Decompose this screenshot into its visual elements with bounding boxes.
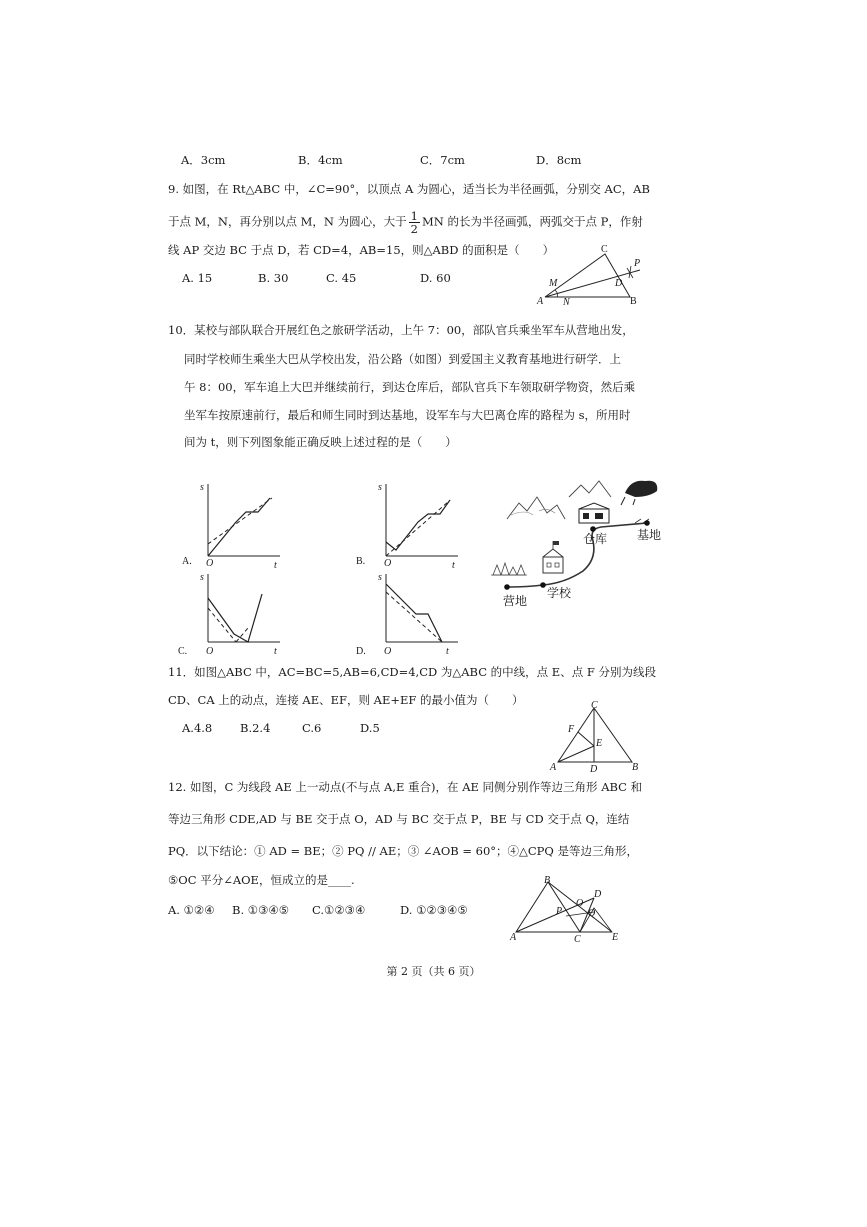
q9-line-2 [168,210,643,235]
q9-option-a: A. 15 [182,271,213,285]
q11-line-2: CD、CA 上的动点，连接 AE、EF，则 AE+EF 的最小值为（ ） [168,693,524,707]
graph-d-o: O [384,646,392,657]
q8-option-d: D．8cm [536,153,582,167]
q8-option-a: A．3cm [181,153,226,167]
q9-label-a: A [537,296,544,307]
page-footer: 第 2 页（共 6 页） [386,965,481,978]
graph-c-o: O [206,646,214,657]
q9-label-m: M [549,278,558,289]
q11-label-e: E [596,738,603,749]
q9-label-c: C [601,244,608,255]
q12-label-o: O [576,898,584,909]
q9-line-2a: 于点 M，N，再分别以点 M，N 为圆心，大于 [168,214,407,229]
q11-option-a: A.4.8 [182,721,213,735]
q12-label-p: P [556,906,563,917]
q12-label-d: D [594,889,602,900]
q11-label-d: D [590,764,598,775]
q11-label-b: B [632,762,639,773]
q12-option-b: B. ①③④⑤ [232,903,290,917]
graph-a-s: s [200,482,204,493]
q9-label-p: P [634,258,641,269]
graph-a-t: t [274,560,277,571]
q9-option-b: B. 30 [258,271,289,285]
q10-line-5: 间为 t，则下列图象能正确反映上述过程的是（ ） [184,435,457,449]
q10-graph-a [178,478,288,571]
q12-option-c: C.①②③④ [312,903,366,917]
q11-option-b: B.2.4 [240,721,271,735]
q12-label-c: C [574,934,581,945]
q9-frac-den: 2 [410,222,418,236]
q9-line-2b: MN 的长为半径画弧，两弧交于点 P，作射 [421,214,643,229]
q12-label-b: B [544,875,551,886]
q9-figure [535,244,650,306]
map-label-school: 学校 [547,586,572,600]
q12-line-4: ⑤OC 平分∠AOE，恒成立的是____. [168,873,355,887]
q12-line-3: PQ．以下结论：① AD = BE；② PQ // AE；③ ∠AOB = 60°；④△CPQ 是等边三角形， [168,844,638,858]
q10-line-3: 午 8：00，军车追上大巴并继续前行，到达仓库后，部队官兵下车领取研学物资，然后乘 [184,380,636,394]
q9-fraction [409,210,420,235]
q12-label-e: E [612,932,619,943]
q12-figure [508,874,628,944]
graph-c-s: s [200,572,204,583]
q10-graph-c [178,568,288,658]
q9-line-1: 9. 如图，在 Rt△ABC 中，∠C=90°，以顶点 A 为圆心，适当长为半径画弧，分别交 AC，AB [168,182,650,196]
graph-d-label: D. [356,646,366,657]
graph-d-t: t [446,646,449,657]
graph-d-s: s [378,572,382,583]
q12-line-2: 等边三角形 CDE,AD 与 BE 交于点 O，AD 与 BC 交于点 P，BE 与 CD 交于点 Q，连结 [168,812,630,826]
q10-line-1: 10．某校与部队联合开展红色之旅研学活动，上午 7：00，部队官兵乘坐军车从营地出发， [168,323,634,337]
q11-option-d: D.5 [360,721,380,735]
q10-line-2: 同时学校师生乘坐大巴从学校出发，沿公路（如图）到爱国主义教育基地进行研学．上 [184,352,621,366]
graph-c-t: t [274,646,277,657]
map-label-base: 基地 [637,528,662,542]
graph-b-label: B. [356,556,366,567]
q11-option-c: C.6 [302,721,322,735]
map-label-warehouse: 仓库 [583,532,608,546]
q12-option-a: A. ①②④ [168,903,215,917]
q8-option-b: B．4cm [298,153,343,167]
graph-b-t: t [452,560,455,571]
q12-label-q: Q [588,908,596,919]
q11-label-c: C [591,700,598,711]
q10-graph-b [356,478,466,571]
graph-c-label: C. [178,646,188,657]
q9-line-3: 线 AP 交边 BC 于点 D，若 CD=4，AB=15，则△ABD 的面积是（ ） [168,243,555,257]
graph-a-o: O [206,558,214,569]
q9-option-c: C. 45 [326,271,357,285]
q11-line-1: 11．如图△ABC 中，AC=BC=5,AB=6,CD=4,CD 为△ABC 的中线，点 E、点 F 分别为线段 [168,665,656,679]
q9-label-n: N [563,297,570,308]
q10-line-4: 坐军车按原速前行，最后和师生同时到达基地，设军车与大巴离仓库的路程为 s，所用时 [184,408,631,422]
q12-option-d: D. ①②③④⑤ [400,903,468,917]
q12-label-a: A [510,932,517,943]
q10-map [485,475,670,615]
graph-a-label: A. [182,556,192,567]
q11-label-f: F [568,724,575,735]
q9-frac-num: 1 [410,209,418,223]
q12-line-1: 12. 如图，C 为线段 AE 上一动点(不与点 A,E 重合)，在 AE 同侧分别作等边三角形 ABC 和 [168,780,643,794]
q8-option-c: C．7cm [420,153,465,167]
q9-label-b: B [630,296,637,307]
q11-label-a: A [550,762,557,773]
graph-b-s: s [378,482,382,493]
q9-label-d: D [615,278,623,289]
graph-b-o: O [384,558,392,569]
q10-graph-d [356,568,466,658]
q11-figure [544,700,644,775]
map-label-camp: 营地 [503,594,528,608]
q9-option-d: D. 60 [420,271,451,285]
